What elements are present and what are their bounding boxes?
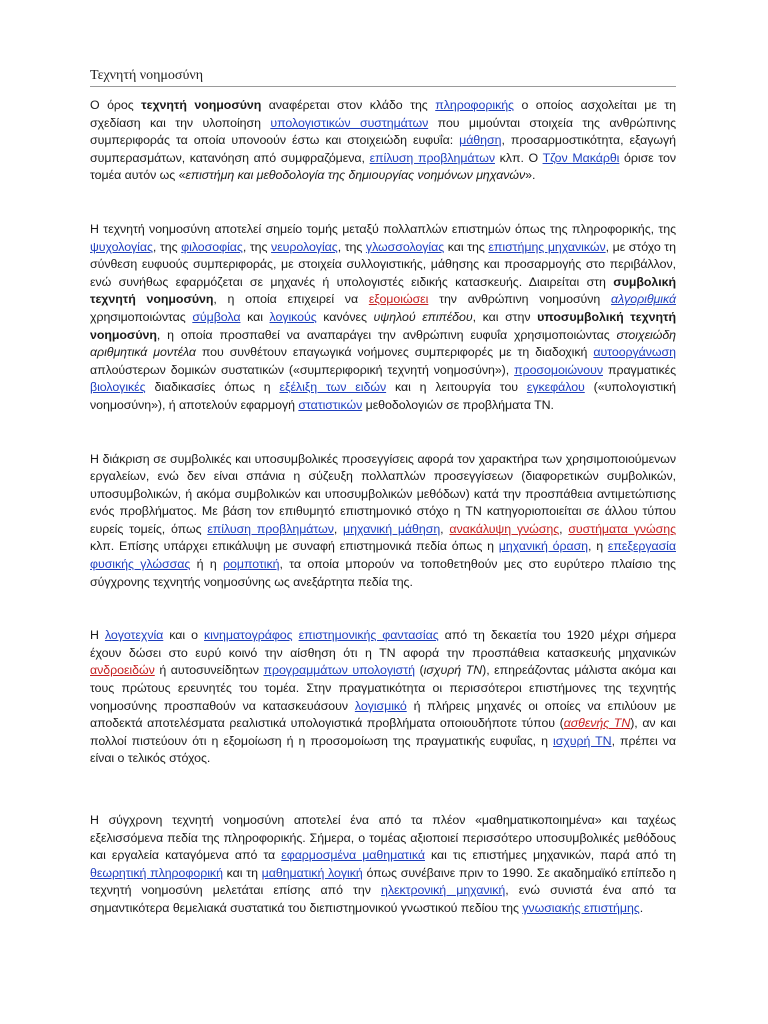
link-electronic-engineering[interactable]: ηλεκτρονική μηχανική [381, 883, 506, 898]
term-bold: συμβολική τεχνητή νοημοσύνη [90, 274, 676, 307]
quote-italic: επιστήμη και μεθοδολογία της δημιουργίας νοημόνων μηχανών [185, 168, 526, 183]
paragraph-3 [90, 451, 676, 592]
text: , προσαρμοστικότητα, εξαγωγή συμπερασμάτων, κατανόηση από συμφραζόμενα, [90, 133, 677, 165]
text: , [559, 521, 569, 536]
link-engineering-science[interactable]: επιστήμης μηχανικών [488, 239, 606, 254]
text: Ο όρος [90, 98, 142, 112]
text: ». [525, 168, 536, 183]
text: κλπ. Επίσης υπάρχει επικάλυψη με συναφή επιστημονικά πεδία όπως η [90, 539, 499, 554]
text: , η οποία επιχειρεί να [213, 292, 369, 307]
text: όπως συνέβαινε πριν το 1990. Σε ακαδημαϊκό επίπεδο η τεχνητή νοημοσύνη μελετάται επίσης από την [90, 865, 676, 898]
link-psychology[interactable]: ψυχολογίας [90, 239, 153, 254]
text: και τη [222, 865, 262, 880]
text: ο οποίος ασχολείται με τη σχεδίαση και την υλοποίηση [90, 98, 677, 130]
text: . [639, 900, 644, 915]
text: , [333, 521, 344, 536]
link-knowledge-discovery[interactable]: ανακάλυψη γνώσης [449, 521, 560, 536]
text: πραγματικές [603, 362, 676, 377]
text: , η οποία προσπαθεί να αναπαράγει την ανθρώπινη ευφυΐα χρησιμοποιώντας [156, 327, 617, 342]
text: , τα οποία μπορούν να τοποθετηθούν μες στο ευρύτερο πλαίσιο της σύγχρονης τεχνητής νοημοσύνης ως ανεξάρτητα πεδία της. [90, 557, 676, 589]
text: και ο [163, 628, 205, 643]
link-literature[interactable]: λογοτεχνία [104, 628, 164, 643]
link-strong-ai[interactable]: ισχυρή ΤΝ [553, 733, 612, 748]
text: , και στην [472, 309, 538, 324]
link-cinema[interactable]: κινηματογράφος [204, 628, 293, 643]
text: και [240, 309, 270, 324]
link-evolution[interactable]: εξέλιξη των ειδών [279, 380, 387, 395]
text: Η διάκριση σε συμβολικές και υποσυμβολικές προσεγγίσεις αφορά τον χαρακτήρα των χρησιμοποιούμενων εργαλείων, ενώ δεν είναι σπάνια η σύζευξη πολλαπλών προσεγγίσεων (διαφορετικών συμβολικών, υποσυμβολικών, ή ακόμα συμβολικών και υποσυμβολικών μεθόδων) κατά την προσπάθεια αντιμετώπισης ενός προβλήματος. Με βάση τον επιθυμητό επιστημονικό στόχο η ΤΝ κατηγοριοποιείται σε άλλου τύπου ευρείς τομείς, όπως [90, 451, 676, 536]
text: ), επηρεάζοντας μάλιστα ακόμα και τους πρώτους ερευνητές του τομέα. Στην πραγματικότητα οι περισσότεροι επιστήμονες της τεχνητής νοημοσύνης προσπαθούν να κατασκευάσουν [90, 663, 676, 713]
link-simulate[interactable]: προσομοιώνουν [514, 362, 603, 377]
text: διαδικασίες όπως η [145, 380, 280, 395]
term-italic: στοιχειώδη αριθμητικά μοντέλα [90, 327, 676, 360]
link-problem-solving[interactable]: επίλυση προβλημάτων [369, 150, 495, 165]
link-knowledge-systems[interactable]: συστήματα γνώσης [568, 521, 676, 536]
link-computer-programs[interactable]: προγραμμάτων υπολογιστή [263, 663, 415, 678]
paragraph-1 [90, 97, 676, 185]
link-nlp[interactable]: επεξεργασία φυσικής γλώσσας [90, 539, 676, 572]
link-robotics[interactable]: ρομποτική [223, 557, 280, 572]
text: κλπ. Ο [494, 150, 543, 165]
text: ), αν και πολλοί πιστεύουν ότι η εξομοίωση ή η προσομοίωση της πραγματικής ευφυΐας, η [90, 716, 677, 748]
text: («υπολογιστική νοημοσύνη»), ή αποτελούν εφαρμογή [90, 380, 677, 412]
text: κανόνες [316, 309, 374, 324]
text: και της [444, 239, 489, 254]
text: , της [337, 239, 366, 254]
link-informatics[interactable]: πληροφορικής [435, 98, 514, 112]
text: απλούστερων δομικών συστατικών («συμπεριφορική τεχνητή νοημοσύνη»), [90, 362, 515, 377]
text: αναφέρεται στον κλάδο της [261, 98, 436, 112]
link-biological[interactable]: βιολογικές [90, 380, 146, 395]
link-weak-ai[interactable]: ασθενής ΤΝ [563, 716, 631, 731]
text: μεθοδολογιών σε προβλήματα ΤΝ. [362, 397, 554, 412]
text: και τις επιστήμες μηχανικών, παρά από τη [424, 848, 676, 863]
link-john-mccarthy[interactable]: Τζον Μακάρθι [542, 150, 620, 165]
link-math-logic[interactable]: μαθηματική λογική [261, 865, 363, 880]
link-neurology[interactable]: νευρολογίας [271, 239, 338, 254]
text: , με στόχο τη σύνθεση ευφυούς συμπεριφοράς, με στοιχεία συλλογιστικής, μάθησης και προσαρμογής στο περιβάλλον, ενώ συνήθως εφαρμόζεται σε μηχανές ή υπολογιστές ειδικής κατασκευής. Διαιρείται στη [90, 239, 676, 289]
link-cognitive-science[interactable]: γνωσιακής επιστήμης [522, 900, 640, 915]
link-emulate[interactable]: εξομοιώσει [368, 292, 429, 307]
paragraph-2 [90, 221, 676, 415]
text: Η σύγχρονη τεχνητή νοημοσύνη αποτελεί ένα από τα πλέον «μαθηματικοποιημένα» και ταχέως εξελισσόμενα πεδία της πληροφορικής. Σήμερα, ο τομέας αξιοποιεί περισσότερο υποσυμβολικές μεθόδους και εργαλεία καταγόμενα από τα [90, 813, 676, 863]
paragraph-5 [90, 812, 676, 918]
link-machine-learning[interactable]: μηχανική μάθηση [343, 521, 441, 536]
text: ή η [190, 557, 224, 572]
link-androids[interactable]: ανδροειδών [90, 663, 155, 678]
text: την ανθρώπινη νοημοσύνη [428, 292, 612, 307]
link-algorithmically[interactable]: αλγοριθμικά [611, 292, 676, 307]
paragraph-4 [90, 627, 676, 768]
text: , της [242, 239, 272, 254]
text: ή πλήρεις μηχανές οι οποίες να επιλύουν με αποδεκτά αποτελέσματα ρεαλιστικά υπολογιστικά προβλήματα οποιουδήποτε τύπου ( [90, 698, 677, 731]
link-self-organization[interactable]: αυτοοργάνωση [593, 345, 676, 360]
page-title: Τεχνητή νοημοσύνη [90, 68, 676, 87]
term-italic: ισχυρή ΤΝ [423, 663, 483, 678]
text: από τη δεκαετία του 1920 μέχρι σήμερα έχουν δώσει στο ευρύ κοινό την αίσθηση ότι η ΤΝ αφορά την προσπάθεια κατασκευής μηχανικών [90, 628, 676, 660]
text: ( [414, 663, 424, 678]
text: που συνθέτουν επαγωγικά νοήμονες συμπεριφορές με τη διαδοχική [195, 345, 594, 360]
text: , [440, 521, 450, 536]
term-bold: τεχνητή νοημοσύνη [141, 98, 262, 112]
link-theoretical-cs[interactable]: θεωρητική πληροφορική [90, 865, 223, 880]
link-applied-math[interactable]: εφαρμοσμένα μαθηματικά [281, 848, 425, 863]
text: , της [152, 239, 182, 254]
link-brain[interactable]: εγκεφάλου [526, 380, 585, 395]
text: Η [90, 628, 105, 643]
text: , ενώ συνιστά ένα από τα σημαντικότερα θεμελιακά συστατικά του διεπιστημονικού γνωστικού πεδίου της [90, 883, 676, 915]
link-statistics[interactable]: στατιστικών [298, 397, 363, 412]
link-linguistics[interactable]: γλωσσολογίας [365, 239, 445, 254]
term-bold: υποσυμβολική τεχνητή νοημοσύνη [90, 309, 677, 342]
term-italic: υψηλού επιπέδου [373, 309, 473, 324]
link-software[interactable]: λογισμικό [354, 698, 407, 713]
text: και η λειτουργία του [386, 380, 527, 395]
link-logical[interactable]: λογικούς [269, 309, 317, 324]
text: , πρέπει να είναι ο τελικός στόχος. [90, 733, 676, 766]
text: που μιμούνται στοιχεία της ανθρώπινης συμπεριφοράς τα οποία υπονοούν έστω και στοιχειώδη ευφυΐα: [90, 115, 676, 148]
text: Η τεχνητή νοημοσύνη αποτελεί σημείο τομής μεταξύ πολλαπλών επιστημών όπως της πληροφορικής, της [90, 221, 676, 236]
link-computing-systems[interactable]: υπολογιστικών συστημάτων [270, 115, 429, 130]
link-philosophy[interactable]: φιλοσοφίας [181, 239, 243, 254]
link-learning[interactable]: μάθηση [459, 133, 502, 148]
link-symbols[interactable]: σύμβολα [192, 309, 241, 324]
link-problem-solving-2[interactable]: επίλυση προβλημάτων [207, 521, 334, 536]
link-science-fiction[interactable]: επιστημονικής φαντασίας [298, 628, 439, 643]
text: όρισε τον τομέα αυτόν ως « [90, 150, 676, 183]
text: ή αυτοσυνείδητων [154, 663, 264, 678]
text: χρησιμοποιώντας [90, 309, 193, 324]
text: , η [588, 539, 608, 554]
link-computer-vision[interactable]: μηχανική όραση [498, 539, 589, 554]
